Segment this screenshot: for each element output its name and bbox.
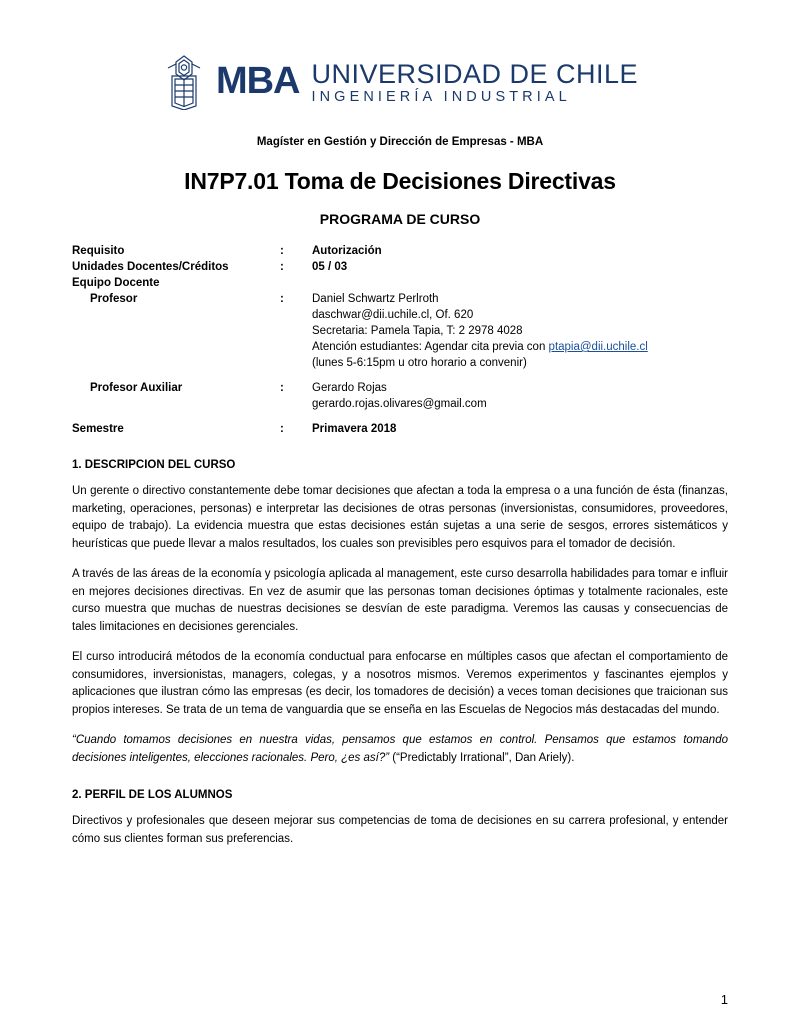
info-label: Unidades Docentes/Créditos [72,261,229,273]
info-colon: : [280,293,284,305]
page-title: IN7P7.01 Toma de Decisiones Directivas [184,168,616,194]
table-row [72,243,728,259]
info-colon: : [280,382,284,394]
page-number: 1 [720,992,728,1007]
paragraph: Un gerente o directivo constantemente debe tomar decisiones que afectan a toda la empresa o a una función de ésta (finanzas, marketing, operaciones, personas) e interpretar las decisiones de otras personas (inversionistas, consumidores, proveedores, equipo de trabajo). La evidencia muestra que estas decisiones están sujetas a una serie de sesgos, errores sistemáticos y heurísticas que puede llevar a malos resultados, los cuales son previsibles pero esquivos para el tomador de decisión. [72,485,728,550]
assistant-name: Gerardo Rojas [312,382,387,394]
logo-mba-text: MBA [215,59,300,102]
semester-label: Semestre [72,423,124,435]
spacer [72,412,728,421]
quote-source: (“Predictably Irrational”, Dan Ariely). [389,751,575,764]
quote-paragraph [72,732,728,767]
table-row [72,307,728,323]
professor-schedule: (lunes 5-6:15pm u otro horario a convenir) [312,357,527,369]
info-colon: : [280,261,284,273]
table-row [72,259,728,275]
info-value: 05 / 03 [312,261,348,273]
info-value: Autorización [312,245,382,257]
table-row [72,323,728,339]
table-row [72,275,728,291]
course-info-table [72,243,728,437]
spacer [72,371,728,380]
logo-university-text: UNIVERSIDAD DE CHILE [311,58,639,89]
section-title-profile: 2. PERFIL DE LOS ALUMNOS [72,789,233,801]
logo-header [72,54,728,110]
info-colon: : [280,245,284,257]
info-label: Equipo Docente [72,277,160,289]
paragraph: Directivos y profesionales que deseen mejorar sus competencias de toma de decisiones en su carrera profesional, y entender cómo sus clientes forman sus preferencias. [72,815,728,845]
professor-secretary: Secretaria: Pamela Tapia, T: 2 2978 4028 [312,325,523,337]
university-crest-icon [162,54,206,110]
info-colon: : [280,423,284,435]
paragraph: A través de las áreas de la economía y psicología aplicada al management, este curso desarrolla habilidades para tomar e influir en mejores decisiones directivas. En vez de asumir que las personas toman decisiones óptimas y totalmente racionales, este curso muestra que muchas de nuestras decisiones se desvían de este paradigma. Veremos las causas y consecuencias de tales limitaciones en decisiones gerenciales. [72,568,728,633]
secretary-email-link[interactable]: ptapia@dii.uchile.cl [548,341,648,353]
assistant-email: gerardo.rojas.olivares@gmail.com [312,398,487,410]
quote-text: “Cuando tomamos decisiones en nuestra vidas, pensamos que estamos en control. Pensamos que estamos tomando decisiones inteligentes, elecciones racionales. Pero, ¿es así?” [72,734,728,764]
section-title-description: 1. DESCRIPCION DEL CURSO [72,459,236,471]
table-row [72,339,728,355]
table-row [72,380,728,396]
professor-name: Daniel Schwartz Perlroth [312,293,439,305]
table-row [72,355,728,371]
table-row [72,291,728,307]
assistant-label: Profesor Auxiliar [90,382,183,394]
table-row [72,421,728,437]
document-type: PROGRAMA DE CURSO [319,211,481,227]
office-hours-prefix: Atención estudiantes: Agendar cita previa con [312,341,549,353]
logo-faculty-text: INGENIERÍA INDUSTRIAL [311,88,571,105]
info-label: Requisito [72,245,125,257]
paragraph: El curso introducirá métodos de la economía conductual para enfocarse en múltiples casos que afectan el comportamiento de consumidores, inversionistas, managers, colegas, y a nosotros mismos. Veremos experimentos y fascinantes ejemplos y aplicaciones que ilustran cómo las empresas (es decir, los tomadores de decisión) a veces toman decisiones que traicionan sus propios intereses. Se trata de un tema de vanguardia que se enseña en las Escuelas de Negocios más destacadas del mundo. [72,651,728,716]
professor-email-office: daschwar@dii.uchile.cl, Of. 620 [312,309,474,321]
professor-label: Profesor [90,293,138,305]
semester-value: Primavera 2018 [312,423,397,435]
program-line: Magíster en Gestión y Dirección de Empresas - MBA [256,136,544,148]
professor-office-hours [312,339,728,355]
table-row [72,396,728,412]
